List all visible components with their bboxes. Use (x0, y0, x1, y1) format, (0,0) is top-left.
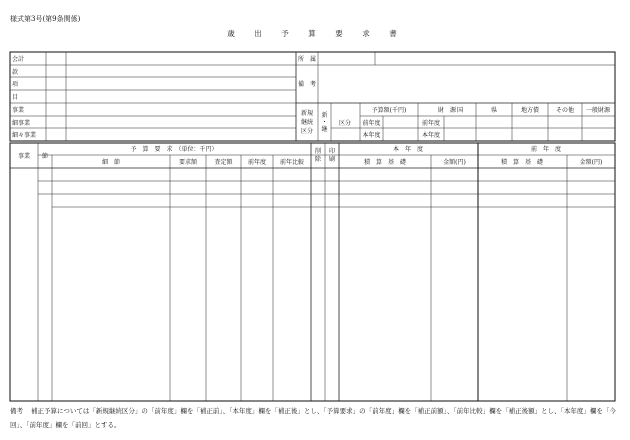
label-zaigen-kuni: 国 (456, 107, 464, 114)
label-kubun: 区分 (338, 120, 352, 127)
label-zennendo-b: 前年度 (421, 120, 441, 127)
row-label-jigyo: 事業 (12, 107, 25, 114)
row-label-moku: 目 (12, 94, 19, 101)
col-sekisan-zennendo: 積 算 基 礎 (500, 159, 544, 166)
label-shozoku: 所 属 (297, 56, 317, 63)
col-yosan-yokyu: 予 算 要 求 （単位：千円） (130, 146, 218, 153)
label-zennendo-a: 前年度 (362, 120, 381, 127)
col-yokyugaku: 要求額 (178, 159, 198, 166)
label-honnendo-b: 本年度 (421, 132, 441, 139)
col-sakujo-1: 削 (314, 148, 322, 155)
label-zaigen-ken: 県 (490, 107, 498, 114)
row-label-kou: 項 (12, 81, 19, 88)
form-number: 様式第3号(第9条関係) (10, 15, 81, 23)
col-saimoku: 細 節 (101, 159, 121, 166)
footnote-label: 備考 (10, 407, 23, 415)
row-label-saisaijigyo: 細々事業 (12, 132, 37, 139)
label-yosan-gaku: 予算額(千円) (371, 107, 407, 114)
label-honnendo-a: 本年度 (362, 132, 381, 139)
label-shinki-2: 継続 (300, 119, 314, 126)
col-zennendo-header: 前 年 度 (530, 146, 562, 153)
col-setsu: 節 (41, 153, 49, 160)
label-shinki-1: 新規 (300, 110, 314, 117)
label-dot: ・ (321, 119, 328, 126)
col-zennen-hikaku: 前年比較 (279, 159, 305, 166)
col-jigyo: 事業 (17, 153, 31, 160)
col-honnendo: 本 年 度 (392, 146, 424, 153)
form-title: 歳 出 予 算 要 求 書 (227, 29, 403, 38)
label-zaigen: 財 源 (437, 107, 457, 114)
col-zennendo: 前年度 (247, 159, 267, 166)
label-zaigen-chihousai: 地方債 (520, 107, 540, 114)
label-kei: 継 (321, 126, 328, 133)
col-kingaku-zennendo: 金額(円) (579, 159, 603, 166)
row-label-saijigyo: 細事業 (12, 120, 31, 127)
row-label-kaikei: 会計 (12, 56, 25, 63)
label-shinki-3: 区分 (300, 128, 314, 135)
footnote-text: 補正予算については「新規継続区分」の「前年度」欄を「補正前」、「本年度」欄を「補正後」とし、「予算要求」の「前年度」欄を「補正前額」、「前年比較」欄を「補正後額」とし、「本年度」欄を「今回」、「前年度」欄を「前回」とする。 (10, 407, 616, 429)
col-insatsu-2: 刷 (328, 156, 336, 163)
col-sekisan-honnendo: 積 算 基 礎 (363, 159, 407, 166)
row-label-kan: 款 (12, 69, 19, 76)
col-kingaku-honnendo: 金額(円) (443, 159, 466, 166)
label-biko: 備 考 (297, 81, 317, 88)
col-insatsu-1: 印 (328, 148, 336, 155)
label-zaigen-ippan: 一般財源 (585, 107, 611, 114)
col-sateigaku: 査定額 (214, 159, 233, 166)
label-zaigen-sonota: その他 (555, 107, 575, 114)
col-sakujo-2: 除 (314, 156, 322, 163)
footnote (10, 404, 622, 432)
label-shin: 新 (321, 112, 328, 119)
